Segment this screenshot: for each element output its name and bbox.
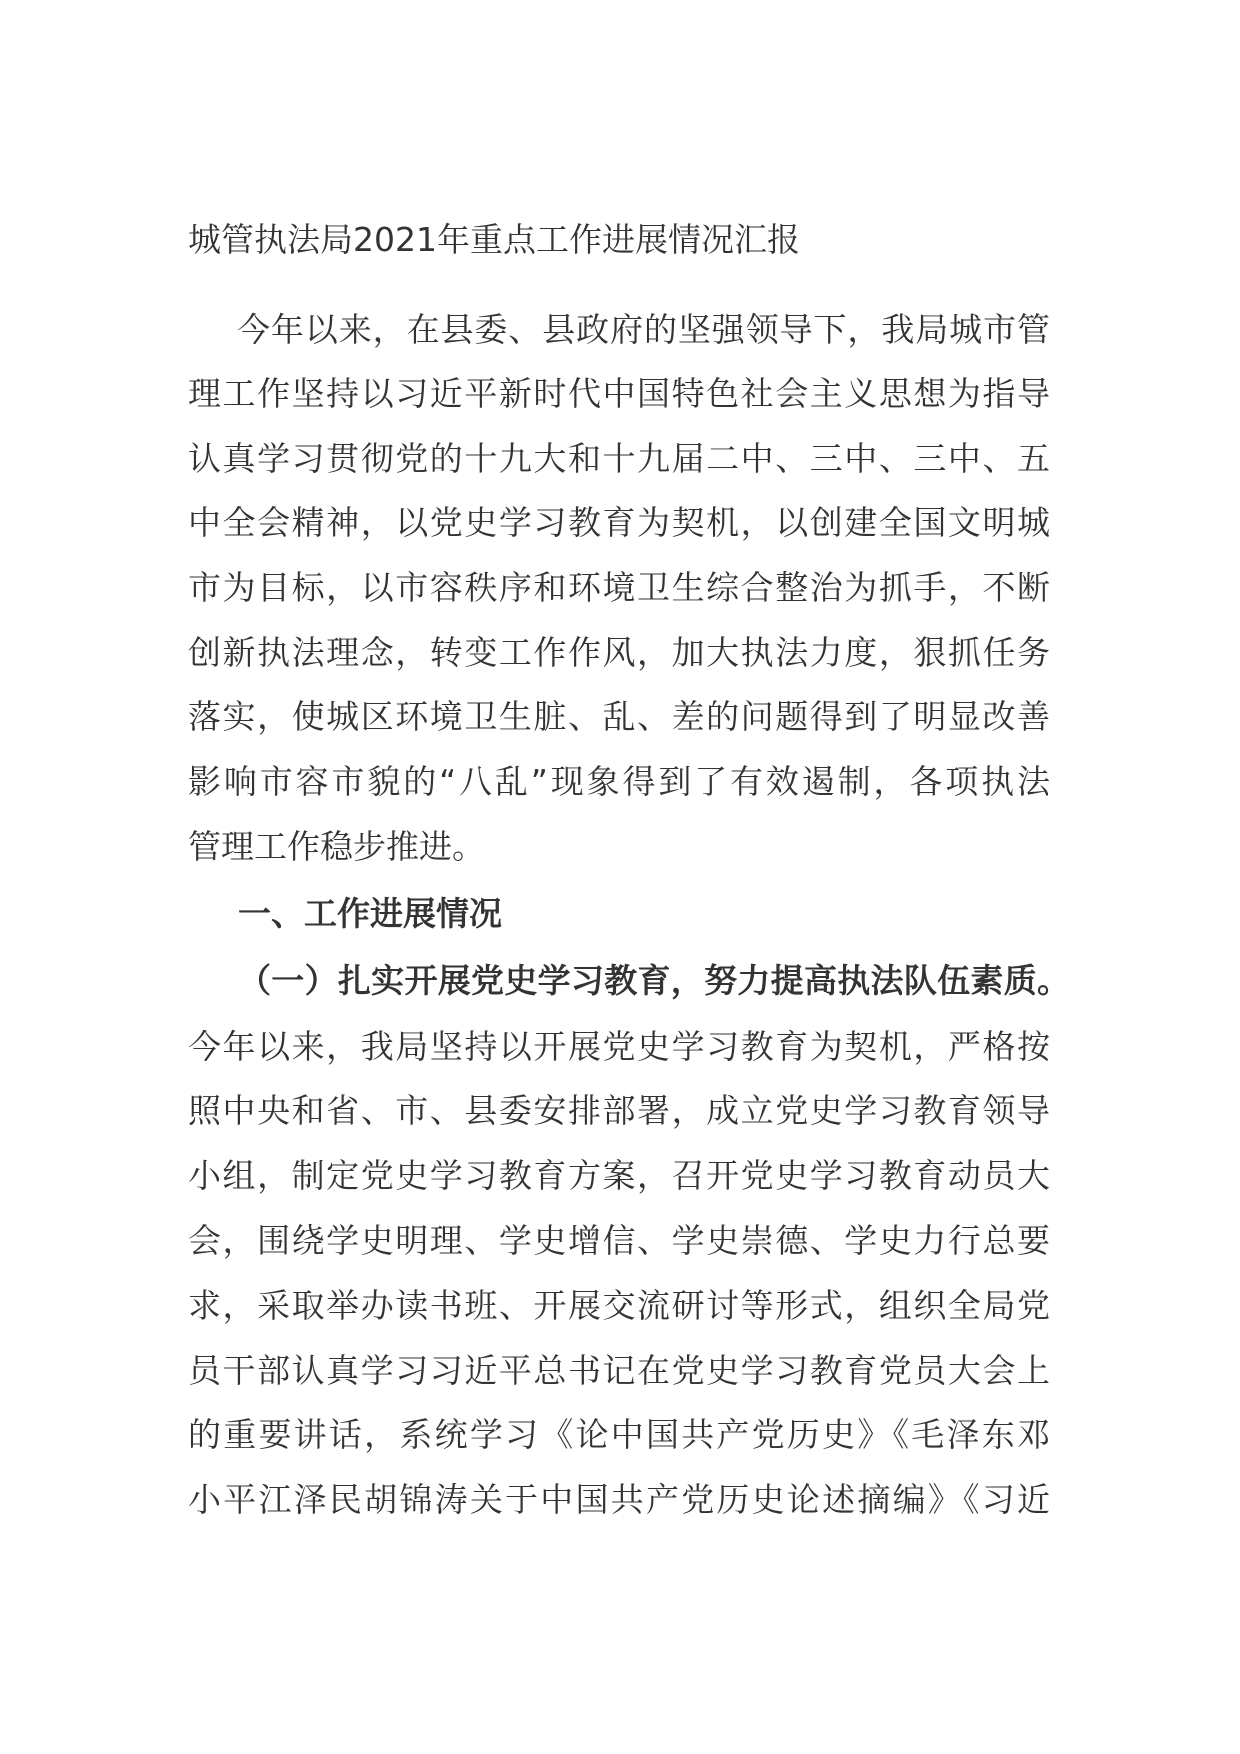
paragraph-line: 员干部认真学习习近平总书记在党史学习教育党员大会上: [188, 1351, 1050, 1390]
paragraph-line: 中全会精神，以党史学习教育为契机，以创建全国文明城: [188, 503, 1050, 542]
paragraph-line: 理工作坚持以习近平新时代中国特色社会主义思想为指导: [188, 374, 1050, 413]
paragraph-line: 照中央和省、市、县委安排部署，成立党史学习教育领导: [188, 1091, 1050, 1130]
paragraph-line: 求，采取举办读书班、开展交流研讨等形式，组织全局党: [188, 1286, 1050, 1325]
paragraph-line: 落实，使城区环境卫生脏、乱、差的问题得到了明显改善: [188, 697, 1050, 736]
paragraph-line: 今年以来，我局坚持以开展党史学习教育为契机，严格按: [188, 1027, 1050, 1066]
document-title: 城管执法局2021年重点工作进展情况汇报: [188, 220, 800, 259]
subsection-heading: （一）扎实开展党史学习教育，努力提高执法队伍素质。: [238, 961, 1070, 1000]
paragraph-line: 的重要讲话，系统学习《论中国共产党历史》《毛泽东邓: [188, 1415, 1050, 1454]
paragraph-line: 影响市容市貌的“八乱”现象得到了有效遏制，各项执法: [188, 762, 1050, 801]
paragraph-line: 小平江泽民胡锦涛关于中国共产党历史论述摘编》《习近: [188, 1480, 1050, 1519]
paragraph-line: 今年以来，在县委、县政府的坚强领导下，我局城市管: [237, 310, 1050, 349]
section-heading: 一、工作进展情况: [238, 894, 502, 933]
paragraph-line: 管理工作稳步推进。: [188, 827, 485, 866]
paragraph-line: 创新执法理念，转变工作作风，加大执法力度，狠抓任务: [188, 633, 1050, 672]
paragraph-line: 市为目标，以市容秩序和环境卫生综合整治为抓手，不断: [188, 568, 1050, 607]
paragraph-line: 会，围绕学史明理、学史增信、学史崇德、学史力行总要: [188, 1221, 1050, 1260]
paragraph-line: 小组，制定党史学习教育方案，召开党史学习教育动员大: [188, 1156, 1050, 1195]
paragraph-line: 认真学习贯彻党的十九大和十九届二中、三中、三中、五: [188, 439, 1050, 478]
